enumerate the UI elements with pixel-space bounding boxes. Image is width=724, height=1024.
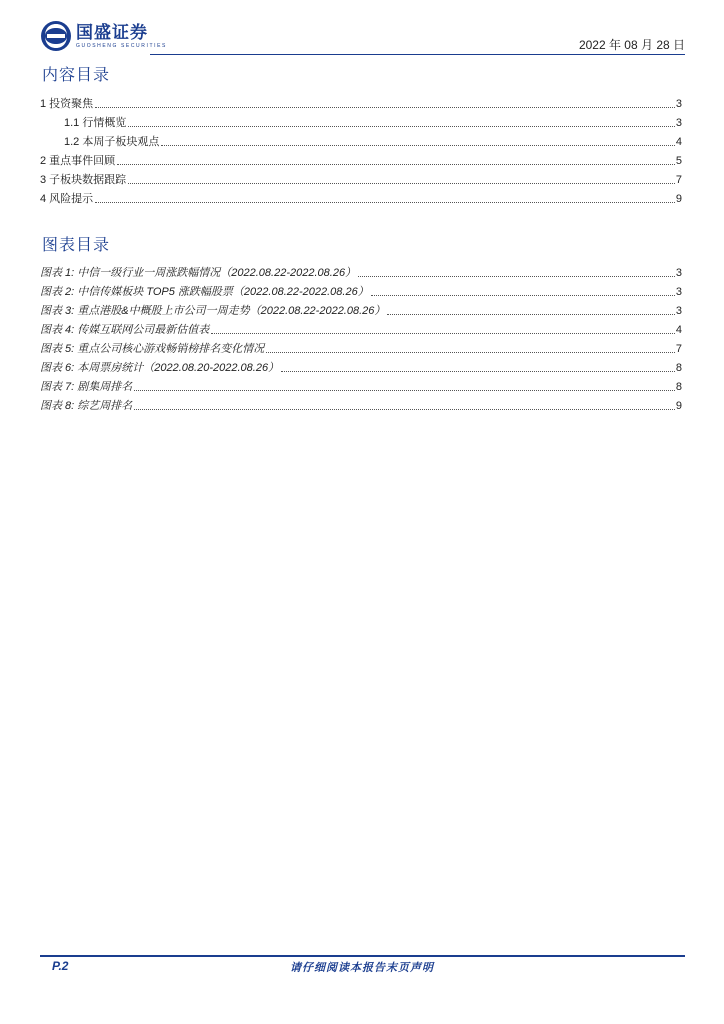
figure-entry-page: 3 [675, 286, 682, 298]
figure-entry-title: 图表 6: 本周票房统计（2022.08.20-2022.08.26） [40, 362, 280, 374]
figure-entry-page: 8 [675, 381, 682, 393]
figure-entry[interactable] [40, 285, 682, 299]
toc-entry-page: 5 [675, 155, 682, 167]
toc-leader [371, 294, 675, 296]
toc-leader [211, 332, 675, 334]
toc-entry-title: 1.1 行情概览 [64, 117, 127, 129]
figure-entry-page: 9 [675, 400, 682, 412]
company-logo [40, 20, 167, 52]
figure-entry-title: 图表 4: 传媒互联网公司最新估值表 [40, 324, 210, 336]
toc-leader [134, 408, 675, 410]
page-number: P.2 [52, 959, 69, 973]
toc-entry[interactable] [40, 154, 682, 168]
toc-entry[interactable] [64, 135, 682, 149]
toc-entry-title: 4 风险提示 [40, 193, 94, 205]
figure-entry[interactable] [40, 380, 682, 394]
contents-title: 内容目录 [42, 65, 111, 84]
toc-entry-page: 3 [675, 98, 682, 110]
figure-entry-title: 图表 8: 综艺周排名 [40, 400, 133, 412]
disclaimer-note: 请仔细阅读本报告末页声明 [290, 962, 434, 974]
toc-leader [128, 125, 675, 127]
figure-entry-title: 图表 2: 中信传媒板块 TOP5 涨跌幅股票（2022.08.22-2022.08.26） [40, 286, 369, 298]
figure-entry[interactable] [40, 342, 682, 356]
figure-entry-page: 7 [675, 343, 682, 355]
toc-leader [358, 275, 675, 277]
toc-entry-title: 1 投资聚焦 [40, 98, 94, 110]
toc-entry[interactable] [40, 192, 682, 206]
toc-entry-title: 1.2 本周子板块观点 [64, 136, 160, 148]
toc-entry-page: 3 [675, 117, 682, 129]
figure-entry-page: 3 [675, 267, 682, 279]
company-logo-icon [40, 20, 72, 52]
figure-entry-page: 4 [675, 324, 682, 336]
footer-divider [40, 955, 685, 957]
toc-entry-page: 7 [675, 174, 682, 186]
toc-leader [387, 313, 674, 315]
figure-entry-page: 3 [675, 305, 682, 317]
company-sub-name: GUOSHENG SECURITIES [76, 42, 167, 49]
header-divider [150, 54, 685, 55]
company-name: 国盛证券 [76, 22, 148, 43]
page-header [40, 20, 685, 54]
figure-entry-title: 图表 3: 重点港股&中概股上市公司一周走势（2022.08.22-2022.08.26） [40, 305, 386, 317]
toc-leader [95, 201, 675, 203]
figure-entry[interactable] [40, 304, 682, 318]
toc-entry-title: 3 子板块数据跟踪 [40, 174, 127, 186]
toc-entry[interactable] [40, 173, 682, 187]
toc-leader [161, 144, 675, 146]
figure-entry[interactable] [40, 266, 682, 280]
figure-entry-title: 图表 1: 中信一级行业一周涨跌幅情况（2022.08.22-2022.08.26） [40, 267, 357, 279]
figure-entry[interactable] [40, 323, 682, 337]
figure-entry-page: 8 [675, 362, 682, 374]
toc-entry-page: 4 [675, 136, 682, 148]
figure-entry[interactable] [40, 361, 682, 375]
toc-entry-page: 9 [675, 193, 682, 205]
toc-leader [134, 389, 675, 391]
toc-leader [95, 106, 675, 108]
toc-entry[interactable] [40, 97, 682, 111]
figure-entry[interactable] [40, 399, 682, 413]
figure-entry-title: 图表 5: 重点公司核心游戏畅销榜排名变化情况 [40, 343, 265, 355]
toc-leader [266, 351, 675, 353]
toc-leader [117, 163, 675, 165]
figures-title: 图表目录 [42, 235, 111, 254]
toc-entry-title: 2 重点事件回顾 [40, 155, 116, 167]
toc-leader [128, 182, 675, 184]
figure-entry-title: 图表 7: 剧集周排名 [40, 381, 133, 393]
toc-leader [281, 370, 675, 372]
report-date: 2022 年 08 月 28 日 [578, 38, 685, 52]
toc-entry[interactable] [64, 116, 682, 130]
